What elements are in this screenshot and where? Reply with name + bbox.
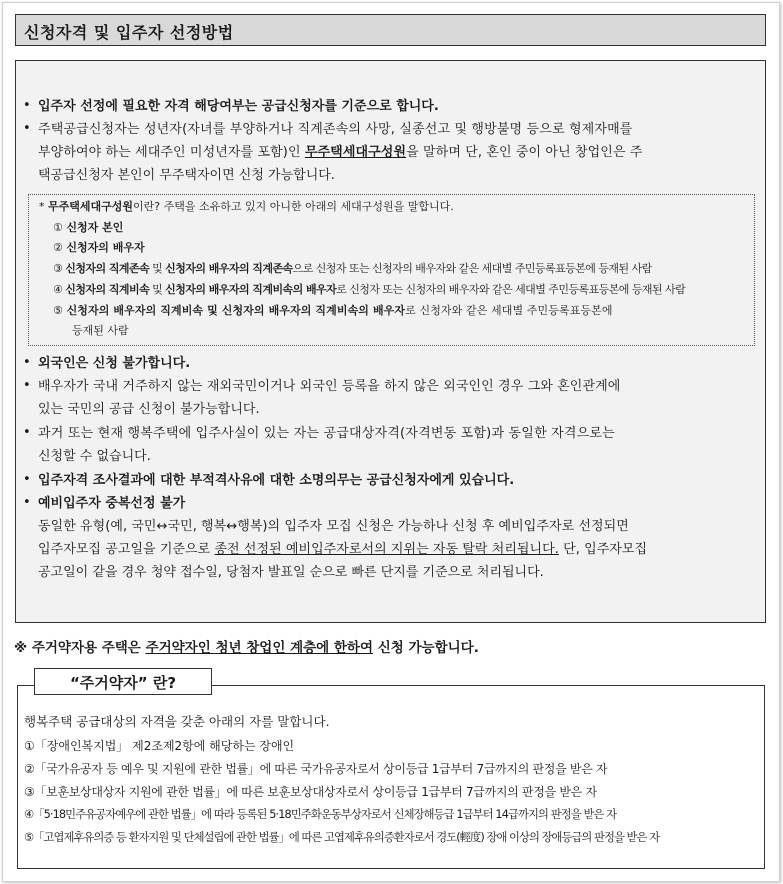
note-item-continuation: 등재된 사람 (72, 324, 129, 337)
bullet-icon: • (23, 355, 31, 370)
definition-item: ③「보훈보상대상자 지원에 관한 법률」에 따른 보훈보상대상자로서 상이등급 1급부터 7급까지의 판정을 받은 자 (24, 785, 597, 799)
note-item: ④ 신청자의 직계비속 및 신청자의 배우자의 직계비속의 배우자로 신청자 또는 신청자의 배우자와 같은 세대별 주민등록표등본에 등재된 사람 (53, 283, 686, 296)
section-title: 신청자격 및 입주자 선정방법 (24, 23, 234, 42)
rule-past-resident-line2: 신청할 수 없습니다. (38, 449, 151, 464)
eligibility-box (15, 60, 766, 623)
bullet-icon: • (23, 472, 31, 487)
rule-no-foreigners: 외국인은 신청 불가합니다. (38, 356, 191, 371)
bullet-icon: • (23, 425, 31, 440)
bullet-icon: • (23, 98, 31, 113)
rule-applicant-basis: 입주자 선정에 필요한 자격 해당여부는 공급신청자를 기준으로 합니다. (38, 99, 439, 114)
housing-vulnerable-notice: ※ 주거약자용 주택은 주거약자인 청년 창업인 계층에 한하여 신청 가능합니다. (14, 640, 479, 656)
note-item: ③ 신청자의 직계존속 및 신청자의 배우자의 직계존속으로 신청자 또는 신청자의 배우자와 같은 세대별 주민등록표등본에 등재된 사람 (53, 262, 652, 275)
definition-item: ④「5·18민주유공자예우에 관한 법률」에 따라 등록된 5·18민주화운동부상자로서 신체장해등급 1급부터 14급까지의 판정을 받은 자 (24, 808, 617, 821)
rule-applicant-definition-line2: 부양하여야 하는 세대주인 미성년자를 포함)인 무주택세대구성원을 말하며 단, 혼인 중이 아닌 창업인은 주 (38, 145, 643, 160)
definition-box (17, 685, 765, 869)
note-item: ① 신청자 본인 (53, 221, 124, 234)
rule-duplicate-waitlist-line1: 동일한 유형(예, 국민↔국민, 행복↔행복)의 입주자 모집 신청은 가능하나 신청 후 예비입주자로 선정되면 (38, 519, 629, 534)
rule-past-resident-line1: 과거 또는 현재 행복주택에 입주사실이 있는 자는 공급대상자격(자격변동 포함)과 동일한 자격으로는 (38, 426, 615, 441)
definition-item: ②「국가유공자 등 예우 및 지원에 관한 법률」에 따른 국가유공자로서 상이등급 1급부터 7급까지의 판정을 받은 자 (24, 762, 608, 776)
definition-item: ①「장애인복지법」 제2조제2항에 해당하는 장애인 (24, 739, 295, 753)
rule-duplicate-waitlist-line2: 입주자모집 공고일을 기준으로 종전 선정된 예비입주자로서의 지위는 자동 탈락 처리됩니다. 단, 입주자모집 (38, 542, 648, 557)
rule-duplicate-waitlist-line3: 공고일이 같을 경우 청약 접수일, 당첨자 발표일 순으로 빠른 단지를 기준으로 처리됩니다. (38, 565, 544, 580)
rule-spouse-abroad-line2: 있는 국민의 공급 신청이 불가능합니다. (38, 402, 260, 417)
rule-applicant-definition-line1: 주택공급신청자는 성년자(자녀를 부양하거나 직계존속의 사망, 실종선고 및 행방불명 등으로 형제자매를 (38, 122, 633, 137)
bullet-icon: • (23, 121, 31, 136)
rule-spouse-abroad-line1: 배우자가 국내 거주하지 않는 재외국민이거나 외국인 등록을 하지 않은 외국인인 경우 그와 혼인관계에 (38, 379, 621, 394)
rule-burden-of-proof: 입주자격 조사결과에 대한 부적격사유에 대한 소명의무는 공급신청자에게 있습니다. (38, 473, 515, 488)
definition-intro: 행복주택 공급대상의 자격을 갖춘 아래의 자를 말합니다. (24, 714, 330, 729)
note-item: ⑤ 신청자의 배우자의 직계비속 및 신청자의 배우자의 직계비속의 배우자로 신청자와 같은 세대별 주민등록표등본에 (53, 304, 613, 317)
rule-applicant-definition-line3: 택공급신청자 본인이 무주택자이면 신청 가능합니다. (38, 168, 335, 183)
homeless-household-note (28, 194, 755, 346)
rule-duplicate-waitlist-title: 예비입주자 중복선정 불가 (38, 496, 186, 511)
bullet-icon: • (23, 495, 31, 510)
bullet-icon: • (23, 378, 31, 393)
definition-item: ⑤「고엽제후유의증 등 환자지원 및 단체설립에 관한 법률」에 따른 고엽제후유의증환자로서 경도(輕度) 장애 이상의 장애등급의 판정을 받은 자 (24, 831, 660, 844)
term-homeless-household: 무주택세대구성원 (304, 145, 407, 160)
definition-title: “주거약자” 란? (34, 668, 212, 695)
section-header (15, 14, 766, 46)
note-intro: * 무주택세대구성원이란? 주택을 소유하고 있지 아니한 아래의 세대구성원을 말합니다. (39, 200, 454, 213)
note-item: ② 신청자의 배우자 (53, 241, 145, 254)
